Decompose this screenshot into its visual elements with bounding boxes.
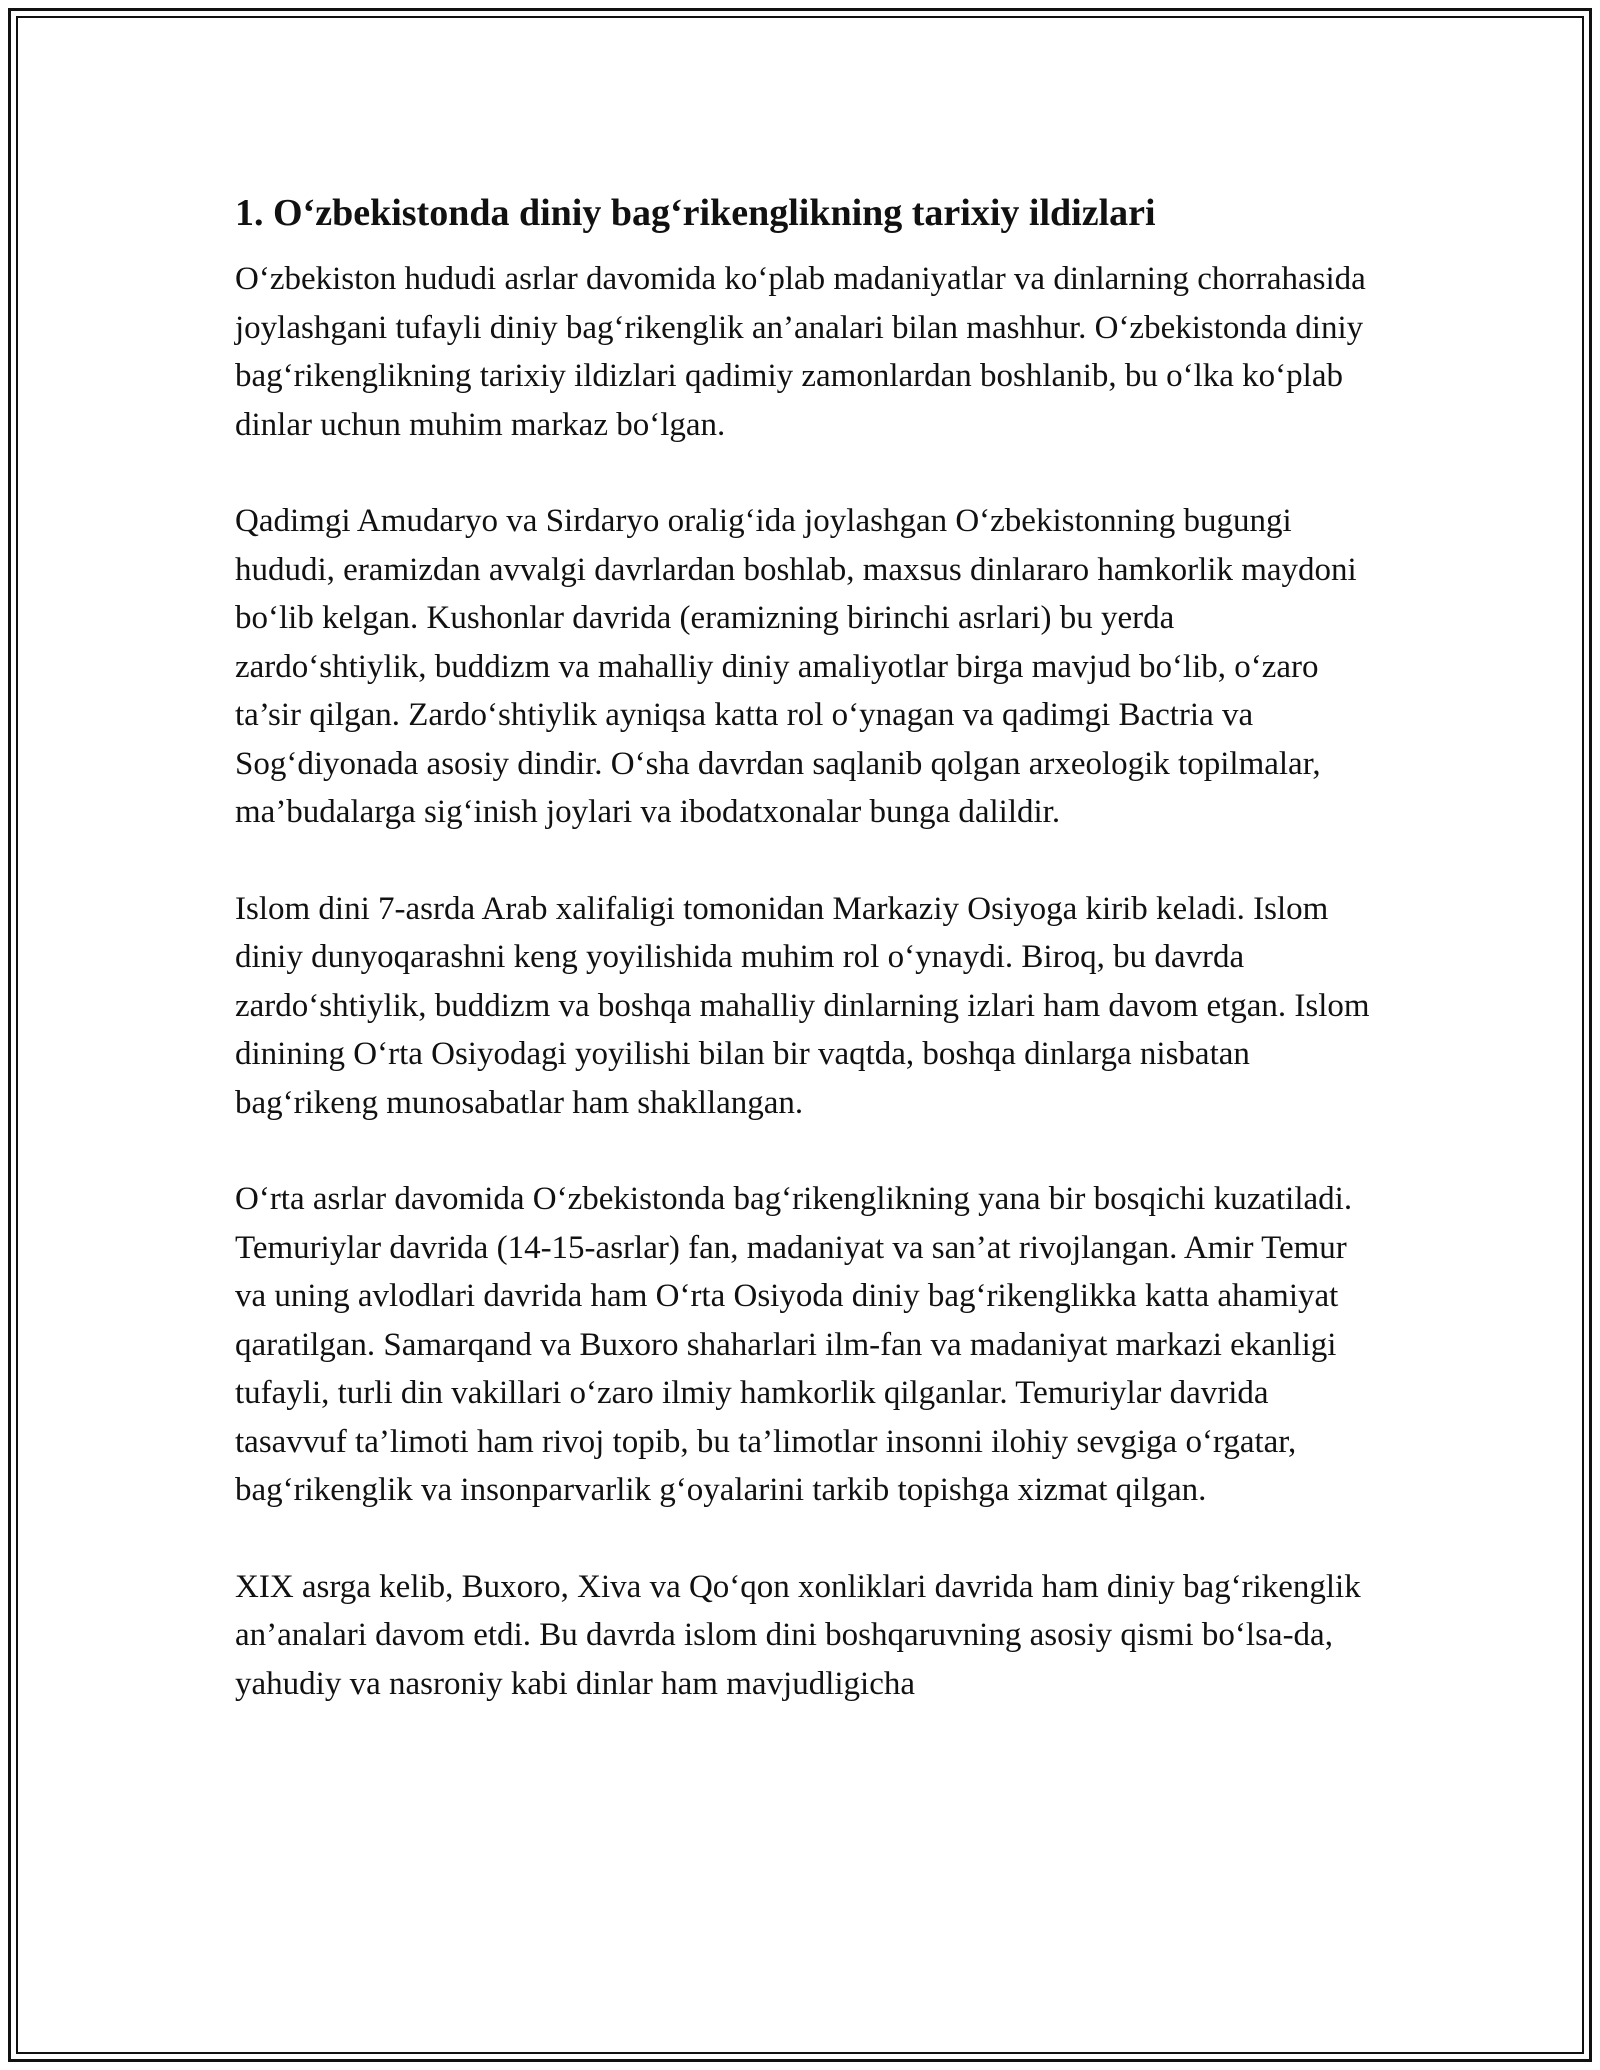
paragraph-3: Islom dini 7-asrda Arab xalifaligi tomonidan Markaziy Osiyoga kirib keladi. Islom diniy dunyoqarashni keng yoyilishida muhim rol o‘ynaydi. Biroq, bu davrda zardo‘shtiylik, buddizm va boshqa mahalliy dinlarning izlari ham davom etgan. Islom dinining O‘rta Osiyodagi yoyilishi bilan bir vaqtda, boshqa dinlarga nisbatan bag‘rikeng munosabatlar ham shakllangan. <box>235 890 1370 1121</box>
paragraph-2: Qadimgi Amudaryo va Sirdaryo oralig‘ida joylashgan O‘zbekistonning bugungi hududi, eramizdan avvalgi davrlardan boshlab, maxsus dinlararo hamkorlik maydoni bo‘lib kelgan. Kushonlar davrida (eramizning birinchi asrlari) bu yerda zardo‘shtiylik, buddizm va mahalliy diniy amaliyotlar birga mavjud bo‘lib, o‘zaro ta’sir qilgan. Zardo‘shtiylik ayniqsa katta rol o‘ynagan va qadimgi Bactria va Sog‘diyonada asosiy dindir. O‘sha davrdan saqlanib qolgan arxeologik topilmalar, ma’budalarga sig‘inish joylari va ibodatxonalar bunga dalildir. <box>235 503 1357 830</box>
paragraph-4: O‘rta asrlar davomida O‘zbekistonda bag‘rikenglikning yana bir bosqichi kuzatiladi. Temuriylar davrida (14-15-asrlar) fan, madaniyat va san’at rivojlangan. Amir Temur va uning avlodlari davrida ham O‘rta Osiyoda diniy bag‘rikenglikka katta ahamiyat qaratilgan. Samarqand va Buxoro shaharlari ilm-fan va madaniyat markazi ekanligi tufayli, turli din vakillari o‘zaro ilmiy hamkorlik qilganlar. Temuriylar davrida tasavvuf ta’limoti ham rivoj topib, bu ta’limotlar insonni ilohiy sevgiga o‘rgatar, bag‘rikenglik va insonparvarlik g‘oyalarini tarkib topishga xizmat qilgan. <box>235 1181 1353 1508</box>
paragraph-5: XIX asrga kelib, Buxoro, Xiva va Qo‘qon xonliklari davrida ham diniy bag‘rikenglik an’analari davom etdi. Bu davrda islom dini boshqaruvning asosiy qismi bo‘lsa-da, yahudiy va nasroniy kabi dinlar ham mavjudligicha <box>235 1568 1361 1702</box>
document-body <box>235 185 1370 1708</box>
section-heading: 1. O‘zbekistonda diniy bag‘rikenglikning tarixiy ildizlari <box>235 192 1156 234</box>
paragraph-1: O‘zbekiston hududi asrlar davomida ko‘plab madaniyatlar va dinlarning chorrahasida joylashgani tufayli diniy bag‘rikenglik an’analari bilan mashhur. O‘zbekistonda diniy bag‘rikenglikning tarixiy ildizlari qadimiy zamonlardan boshlanib, bu o‘lka ko‘plab dinlar uchun muhim markaz bo‘lgan. <box>235 261 1366 443</box>
